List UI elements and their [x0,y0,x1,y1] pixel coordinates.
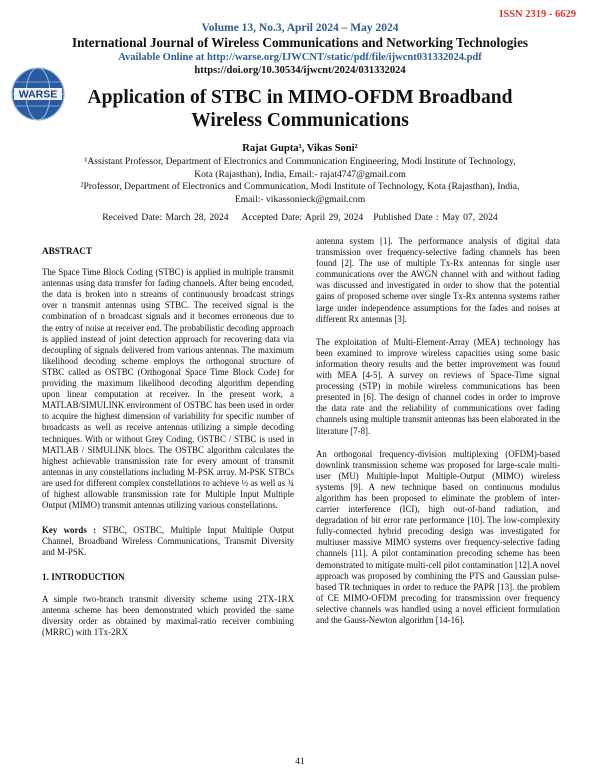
affiliation-2 [40,180,560,206]
affiliation-1-line-2: Kota (Rajasthan), India, Email:- rajat4747@gmail.com [194,169,406,180]
affiliation-1 [40,155,560,181]
right-paragraph-1: antenna system [1]. The performance analysis of digital data transmission over frequency-selective fading channels has been found [2]. The use of multiple Tx-Rx antennas for single user communications over the AWGN channel with and without fading was discussed and investigated in order to show that the potential gains of proposed scheme over single Tx-Rx antenna systems rather large under independence assumptions for the fades and noises at different Rx antennas [3]. [316,236,560,324]
affiliation-2-line-2: Email:- vikassonieck@gmail.com [234,194,366,205]
journal-name: International Journal of Wireless Communications and Networking Technologies [71,35,529,50]
right-paragraph-3: An orthogonal frequency-division multiplexing (OFDM)-based downlink transmission scheme was proposed for large-scale multi-user (MU) Multiple-Input Multiple-Output (MIMO) wireless systems [9]. A new technique based on continuous modulus algorithm has been proposed to eliminate the problem of inter-carrier interference (ICI), high out-of-band radiation, and degradation of bit error rate performance [10]. The low-complexity fully-connected hybrid precoding design was investigated for multiuser massive MIMO systems over frequency-selective fading channels [11]. A pilot contamination precoding scheme has been demonstrated to mitigate multi-cell pilot contamination [12].A novel approach was proposed by combining the PTS and Gaussian pulse-based TR techniques in order to reduce the PAPR [13]. the problem of CE MIMO-OFDM precoding for transmission over frequency selective channels was handled using a novel efficient formulation and the Gauss-Newton algorithm [14-16]. [316,448,560,625]
intro-heading: 1. INTRODUCTION [42,572,125,583]
page-number: 41 [295,757,305,767]
journal-url[interactable]: Available Online at http://warse.org/IJWCNT/static/pdf/file/ijwcnt031332024.pdf [118,52,482,63]
article-dates: Received Date: March 28, 2024 Accepted Date: April 29, 2024 Published Date : May 07, 2024 [102,212,498,223]
logo-text: WARSE [18,88,58,101]
journal-doi[interactable]: https://doi.org/10.30534/ijwcnt/2024/031332024 [194,65,406,76]
article-title [80,86,520,132]
issn-label: ISSN 2319 - 6629 [499,9,576,20]
affiliation-1-line-1: ¹Assistant Professor, Department of Electronics and Communication Engineering, Modi Institute of Technology, [84,156,516,167]
intro-text: A simple two-branch transmit diversity scheme using 2TX-1RX antenna scheme has been demonstrated which provided the same diversity order as obtained by maximal-ratio receiver combining (MRRC) with 1Tx-2RX [42,593,294,637]
journal-volume: Volume 13, No.3, April 2024 – May 2024 [201,22,399,34]
affiliation-2-line-1: ²Professor, Department of Electronics and Communication, Modi Institute of Technology, Kota (Rajasthan), India, [80,181,520,192]
abstract-text: The Space Time Block Coding (STBC) is applied in multiple transmit antennas using data transfer for fading channels. After being encoded, the data is broken into n streams of continuously broadcast strings over n transmit antennas using STBC. The received signal is the combination of n broadcast signals and it becomes erroneous due to the entry of noise at receiver end. The probabilistic decoding approach is applied instead of joint detection approach for recovering data via decoupling of signals delivered from various antennas. The maximum likelihood decoding scheme employs the orthogonal structure of STBC called as OSTBC (Orthogonal Space Time Block Code) for providing the maximum likelihood decoding algorithm depending upon linear computation at receiver. In the present work, a MATLAB/SIMULINK environment of OSTBC has been used in order to acquire the highest dimension of variability for specific number of broadcasts as well as receive antennas utilizing a simple decoding techniques. With or without Grey Coding, OSTBC / STBC is used in MATLAB / SIMULINK blocs. The OSTBC algorithm calculates the highest achievable transmission rate for every amount of transmit antennas in any constellations including M-PSK array. M-PSK STBCs are used for different complex constellations to achieve ½ as well as ¾ of highest allowable transmission rate for Multiple Input Multiple Output (MIMO) transmit antennas utilizing various constellations. [42,267,294,511]
right-paragraph-2: The exploitation of Multi-Element-Array (MEA) technology has been examined to improve wireless capacities using some basic information theory results and the better improvement was found with MEA [4-5]. A survey on reviews of Space-Time signal processing (STP) in mobile wireless communications has been presented in [6]. The design of channel codes in order to improve the data rate and the reliability of communications over fading channels using multiple transmit antennas has been elaborated in the literature [7-8]. [316,336,560,436]
left-column [42,246,294,638]
title-line-1: Application of STBC in MIMO-OFDM Broadband [87,87,513,108]
title-line-2: Wireless Communications [191,110,409,131]
authors: Rajat Gupta¹, Vikas Soni² [242,143,358,154]
keywords-label: Key words : [42,525,103,536]
abstract-heading: ABSTRACT [42,246,93,256]
warse-logo [10,66,66,122]
keywords [42,525,294,558]
globe-icon [10,66,66,122]
keywords-text: STBC, OSTBC, Multiple Input Multiple Output Channel, Broadband Wireless Communications, Transmit Diversity and M-PSK. [42,525,294,558]
right-column [316,236,560,626]
